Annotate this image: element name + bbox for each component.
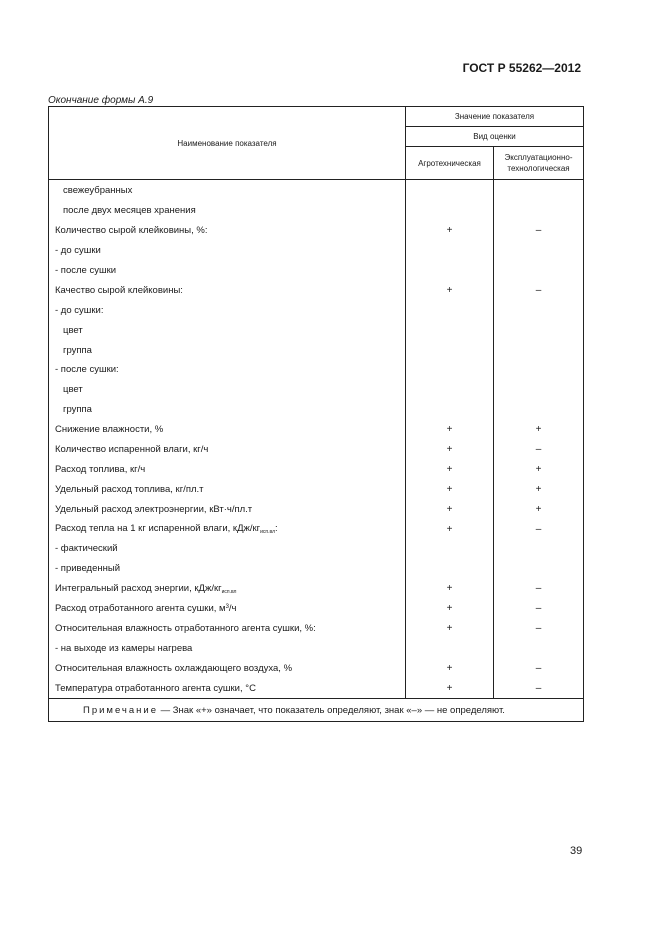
operational-mark	[494, 380, 584, 400]
table-row	[49, 459, 584, 479]
table-row	[49, 261, 584, 281]
agrotechnical-mark: +	[406, 619, 494, 639]
table-row	[49, 280, 584, 300]
indicator-label: - до сушки	[55, 245, 101, 257]
table-row	[49, 180, 584, 201]
indicator-label: - приведенный	[55, 563, 121, 575]
indicator-label: цвет	[63, 384, 83, 396]
operational-mark	[494, 241, 584, 261]
indicator-name	[49, 320, 406, 340]
indicator-name	[49, 400, 406, 420]
indicator-name	[49, 579, 406, 599]
indicator-label: после двух месяцев хранения	[63, 205, 196, 217]
note-word: Примечание	[83, 704, 158, 716]
operational-mark: +	[494, 459, 584, 479]
indicator-name	[49, 539, 406, 559]
column-header-value: Значение показателя	[406, 107, 584, 127]
indicator-label: Температура отработанного агента сушки, °С	[55, 682, 256, 694]
operational-mark: –	[494, 440, 584, 460]
agrotechnical-mark: +	[406, 479, 494, 499]
table-caption: Окончание формы А.9	[48, 95, 154, 106]
agrotechnical-mark	[406, 241, 494, 261]
indicator-name	[49, 519, 406, 539]
indicator-name	[49, 221, 406, 241]
indicator-label: - до сушки:	[55, 304, 104, 316]
unit-superscript: 3	[225, 604, 229, 611]
operational-mark: –	[494, 519, 584, 539]
operational-mark: +	[494, 499, 584, 519]
operational-mark: +	[494, 479, 584, 499]
agrotechnical-mark	[406, 539, 494, 559]
indicator-name	[49, 280, 406, 300]
operational-mark	[494, 559, 584, 579]
agrotechnical-mark	[406, 201, 494, 221]
agrotechnical-mark	[406, 400, 494, 420]
indicator-label: цвет	[63, 324, 83, 336]
operational-mark	[494, 300, 584, 320]
column-header-name: Наименование показателя	[49, 107, 406, 180]
table-row	[49, 678, 584, 698]
indicator-name	[49, 241, 406, 261]
table-row	[49, 499, 584, 519]
indicator-name	[49, 658, 406, 678]
table-row	[49, 539, 584, 559]
table-row	[49, 380, 584, 400]
indicator-name	[49, 360, 406, 380]
table-row	[49, 300, 584, 320]
table-body	[49, 180, 584, 699]
table-row	[49, 400, 584, 420]
operational-mark	[494, 360, 584, 380]
agrotechnical-mark	[406, 320, 494, 340]
indicator-label: Снижение влажности, %	[55, 424, 164, 436]
indicator-label: Качество сырой клейковины:	[55, 284, 183, 296]
unit-subscript: исп.вл	[221, 588, 237, 595]
column-header-operational-line1: Эксплуатационно-	[504, 153, 573, 162]
table-row	[49, 420, 584, 440]
agrotechnical-mark: +	[406, 221, 494, 241]
indicator-label: - фактический	[55, 543, 118, 555]
indicator-label: - после сушки	[55, 265, 117, 276]
agrotechnical-mark	[406, 638, 494, 658]
indicator-label: Относительная влажность отработанного агента сушки, %:	[55, 623, 316, 635]
indicator-name	[49, 559, 406, 579]
agrotechnical-mark	[406, 180, 494, 201]
indicator-name	[49, 420, 406, 440]
agrotechnical-mark: +	[406, 420, 494, 440]
column-header-operational	[494, 147, 584, 180]
agrotechnical-mark	[406, 559, 494, 579]
column-header-agrotechnical: Агротехническая	[406, 147, 494, 180]
indicator-name	[49, 340, 406, 360]
document-number: ГОСТ Р 55262—2012	[462, 61, 581, 75]
agrotechnical-mark: +	[406, 499, 494, 519]
operational-mark	[494, 400, 584, 420]
table-row	[49, 340, 584, 360]
agrotechnical-mark: +	[406, 658, 494, 678]
table-row	[49, 658, 584, 678]
agrotechnical-mark	[406, 261, 494, 281]
table-row	[49, 519, 584, 539]
indicator-name	[49, 599, 406, 619]
agrotechnical-mark: +	[406, 280, 494, 300]
indicator-label: Количество сырой клейковины, %:	[55, 225, 208, 237]
indicator-label: свежеубранных	[63, 185, 133, 197]
agrotechnical-mark: +	[406, 599, 494, 619]
indicator-label: - после сушки:	[55, 364, 119, 376]
operational-mark	[494, 340, 584, 360]
indicator-label: Количество испаренной влаги, кг/ч	[55, 444, 209, 456]
table-row	[49, 559, 584, 579]
table-row	[49, 619, 584, 639]
column-header-assessment-type: Вид оценки	[406, 127, 584, 147]
indicator-label: - на выходе из камеры нагрева	[55, 642, 193, 654]
indicator-label: Расход тепла на 1 кг испаренной влаги, кДж/кг	[55, 523, 261, 535]
operational-mark: –	[494, 579, 584, 599]
table-row	[49, 599, 584, 619]
indicator-label: Расход отработанного агента сушки, м	[55, 603, 226, 615]
indicator-label: Удельный расход топлива, кг/пл.т	[55, 483, 204, 495]
operational-mark: –	[494, 599, 584, 619]
indicator-label: Интегральный расход энергии, кДж/кг	[55, 582, 222, 594]
table-row	[49, 201, 584, 221]
indicator-name	[49, 261, 406, 281]
indicator-name	[49, 440, 406, 460]
table-row	[49, 579, 584, 599]
agrotechnical-mark	[406, 300, 494, 320]
agrotechnical-mark	[406, 340, 494, 360]
column-header-operational-line2: технологическая	[507, 164, 570, 173]
indicator-name	[49, 180, 406, 201]
indicator-label: Удельный расход электроэнергии, кВт·ч/пл.т	[55, 503, 253, 515]
indicator-name	[49, 459, 406, 479]
indicator-name	[49, 619, 406, 639]
indicator-name	[49, 380, 406, 400]
indicator-name	[49, 201, 406, 221]
indicator-name	[49, 499, 406, 519]
table-row	[49, 479, 584, 499]
indicator-name	[49, 638, 406, 658]
indicator-name	[49, 479, 406, 499]
indicator-label: группа	[63, 404, 92, 416]
indicator-label-suffix: /ч	[228, 603, 237, 615]
unit-subscript: исп.вл	[260, 529, 275, 536]
page-number: 39	[570, 845, 583, 857]
agrotechnical-mark: +	[406, 579, 494, 599]
indicator-name	[49, 678, 406, 698]
operational-mark: –	[494, 619, 584, 639]
agrotechnical-mark: +	[406, 459, 494, 479]
indicator-label: Относительная влажность охлаждающего воздуха, %	[55, 662, 293, 674]
indicator-label-suffix: :	[275, 523, 278, 535]
operational-mark	[494, 261, 584, 281]
agrotechnical-mark	[406, 360, 494, 380]
note-text: — Знак «+» означает, что показатель определяют, знак «–» — не определяют.	[158, 704, 505, 716]
operational-mark: +	[494, 420, 584, 440]
operational-mark: –	[494, 658, 584, 678]
operational-mark: –	[494, 678, 584, 698]
indicator-name	[49, 300, 406, 320]
operational-mark: –	[494, 280, 584, 300]
indicator-table	[48, 106, 584, 722]
operational-mark: –	[494, 221, 584, 241]
table-row	[49, 360, 584, 380]
agrotechnical-mark	[406, 380, 494, 400]
table-row	[49, 638, 584, 658]
agrotechnical-mark: +	[406, 678, 494, 698]
operational-mark	[494, 539, 584, 559]
table-row	[49, 221, 584, 241]
operational-mark	[494, 320, 584, 340]
agrotechnical-mark: +	[406, 519, 494, 539]
table-row	[49, 440, 584, 460]
table-row	[49, 320, 584, 340]
operational-mark	[494, 638, 584, 658]
indicator-label: Расход топлива, кг/ч	[55, 463, 146, 475]
table-note	[49, 699, 584, 722]
operational-mark	[494, 180, 584, 201]
indicator-label: группа	[63, 344, 92, 356]
agrotechnical-mark: +	[406, 440, 494, 460]
operational-mark	[494, 201, 584, 221]
table-row	[49, 241, 584, 261]
